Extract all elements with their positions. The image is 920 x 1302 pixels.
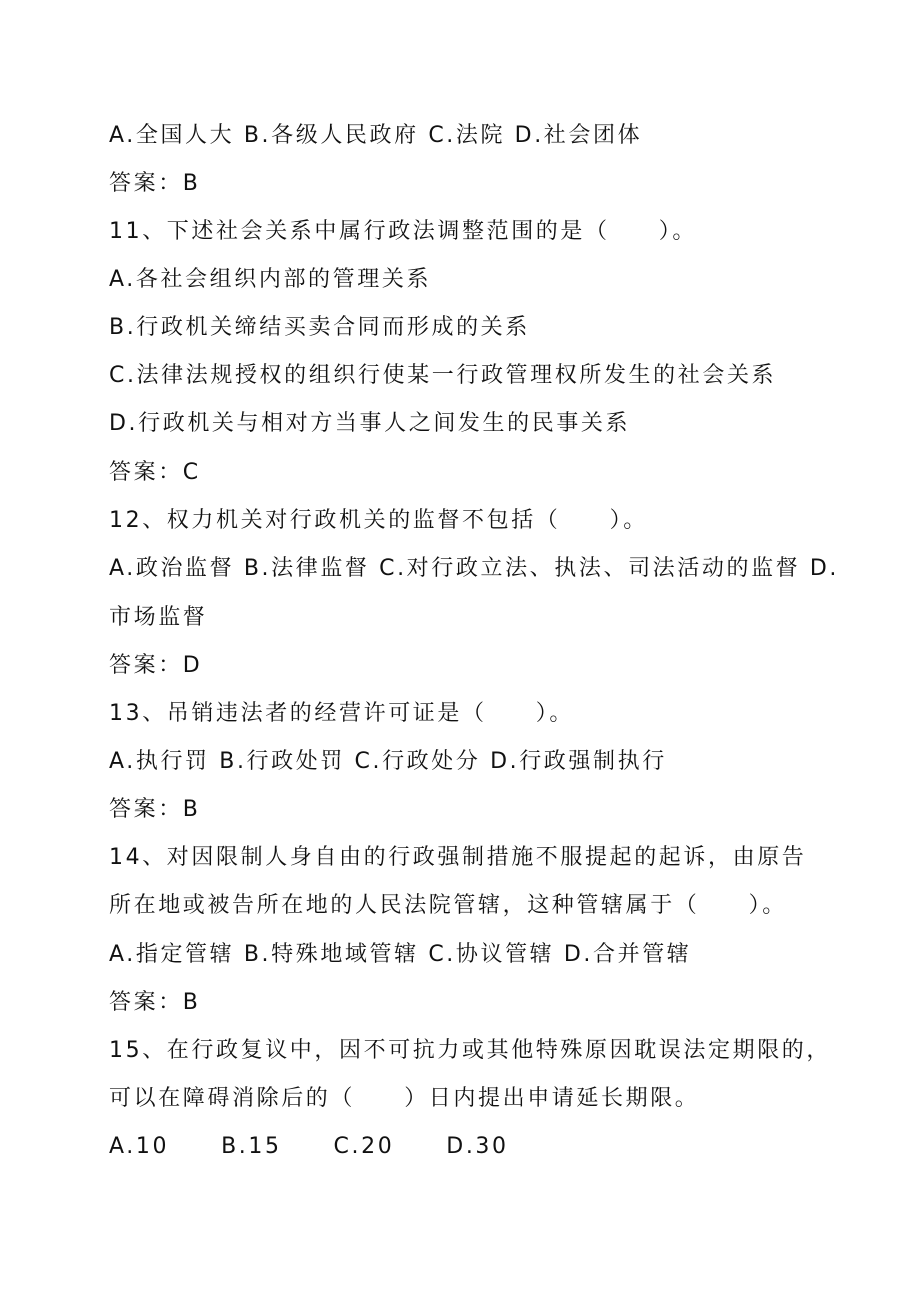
q14-options: A.指定管辖 B.特殊地域管辖 C.协议管辖 D.合并管辖 — [109, 942, 692, 967]
q13-question: 13、吊销违法者的经营许可证是（ ）。 — [109, 701, 574, 726]
q11-answer: 答案：C — [109, 460, 201, 485]
q12-options: A.政治监督 B.法律监督 C.对行政立法、执法、司法活动的监督 D. — [109, 556, 840, 581]
q12-answer: 答案：D — [109, 653, 203, 678]
q15-question: 15、在行政复议中，因不可抗力或其他特殊原因耽误法定期限的， — [109, 1038, 831, 1063]
q13-options: A.执行罚 B.行政处罚 C.行政处分 D.行政强制执行 — [109, 749, 667, 774]
q14-question: 14、对因限制人身自由的行政强制措施不服提起的起诉，由原告 — [109, 845, 807, 870]
q10-answer: 答案：B — [109, 171, 201, 196]
q12-question: 12、权力机关对行政机关的监督不包括（ ）。 — [109, 508, 648, 533]
q13-answer: 答案：B — [109, 797, 201, 822]
q14-answer: 答案：B — [109, 990, 201, 1015]
q11-option-b: B.行政机关缔结买卖合同而形成的关系 — [109, 315, 530, 340]
q11-option-d: D.行政机关与相对方当事人之间发生的民事关系 — [109, 411, 631, 436]
q14-question-cont: 所在地或被告所在地的人民法院管辖，这种管辖属于（ ）。 — [109, 893, 787, 918]
q12-options-cont: 市场监督 — [109, 605, 208, 630]
q15-question-cont: 可以在障碍消除后的（ ）日内提出申请延长期限。 — [109, 1086, 700, 1111]
q11-option-c: C.法律法规授权的组织行使某一行政管理权所发生的社会关系 — [109, 363, 777, 388]
q15-option-b: B.15 — [221, 1134, 282, 1159]
q15-option-c: C.20 — [333, 1134, 395, 1159]
q15-option-a: A.10 — [109, 1134, 170, 1159]
q11-question: 11、下述社会关系中属行政法调整范围的是（ ）。 — [109, 219, 697, 244]
q11-option-a: A.各社会组织内部的管理关系 — [109, 267, 432, 292]
q15-option-d: D.30 — [446, 1134, 509, 1159]
q10-options: A.全国人大 B.各级人民政府 C.法院 D.社会团体 — [109, 123, 643, 148]
q15-options — [109, 1132, 849, 1162]
